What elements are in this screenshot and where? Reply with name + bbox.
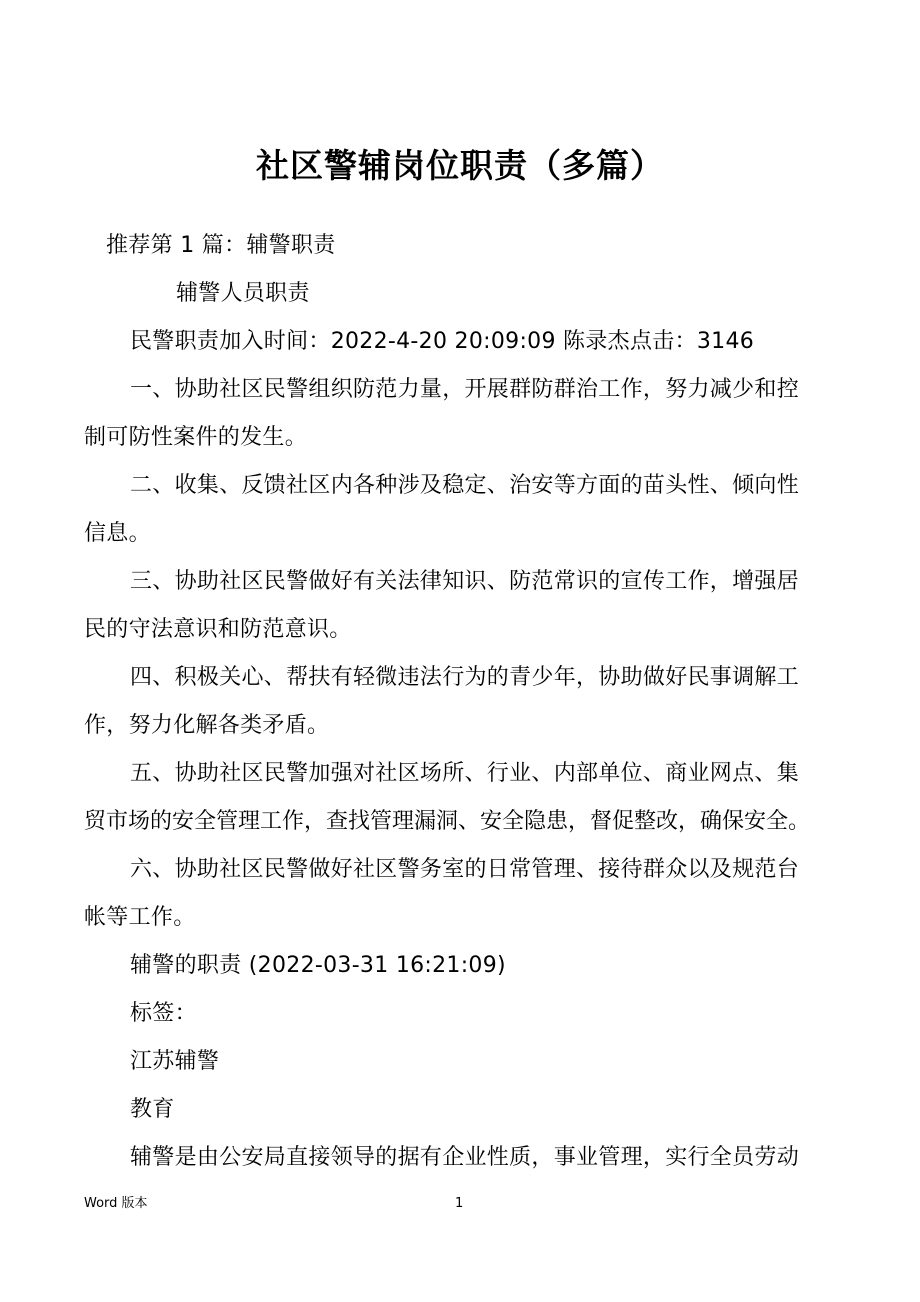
footer-page-number: 1: [455, 1196, 464, 1211]
tags-label: 标签：: [130, 1001, 197, 1026]
paragraph-line: 信息。: [84, 521, 151, 546]
paragraph-line: 作，努力化解各类矛盾。: [84, 713, 330, 738]
recommend-line: 推荐第 1 篇：辅警职责: [106, 233, 336, 258]
paragraph-line: 一、协助社区民警组织防范力量，开展群防群治工作，努力减少和控: [130, 377, 800, 402]
paragraph-line: 五、协助社区民警加强对社区场所、行业、内部单位、商业网点、集: [130, 761, 800, 786]
paragraph-line: 帐等工作。: [84, 905, 196, 930]
paragraph-line: 辅警是由公安局直接领导的据有企业性质，事业管理，实行全员劳动: [130, 1145, 800, 1170]
meta-line: 民警职责加入时间：2022-4-20 20:09:09 陈录杰点击：3146: [130, 329, 755, 354]
paragraph-line: 贸市场的安全管理工作，查找管理漏洞、安全隐患，督促整改，确保安全。: [84, 809, 811, 834]
paragraph-line: 民的守法意识和防范意识。: [84, 617, 352, 642]
subtitle-line: 辅警人员职责: [176, 281, 310, 306]
paragraph-line: 三、协助社区民警做好有关法律知识、防范常识的宣传工作，增强居: [130, 569, 800, 594]
paragraph-line: 制可防性案件的发生。: [84, 425, 308, 450]
paragraph-line: 六、协助社区民警做好社区警务室的日常管理、接待群众以及规范台: [130, 857, 800, 882]
paragraph-line: 四、积极关心、帮扶有轻微违法行为的青少年，协助做好民事调解工: [130, 665, 800, 690]
duty-heading: 辅警的职责 (2022-03-31 16:21:09): [130, 953, 506, 978]
tag-item: 江苏辅警: [130, 1049, 220, 1074]
document-title: 社区警辅岗位职责（多篇）: [256, 146, 664, 185]
tag-item: 教育: [130, 1097, 175, 1122]
footer-version-label: Word 版本: [84, 1196, 148, 1211]
paragraph-line: 二、收集、反馈社区内各种涉及稳定、治安等方面的苗头性、倾向性: [130, 473, 800, 498]
